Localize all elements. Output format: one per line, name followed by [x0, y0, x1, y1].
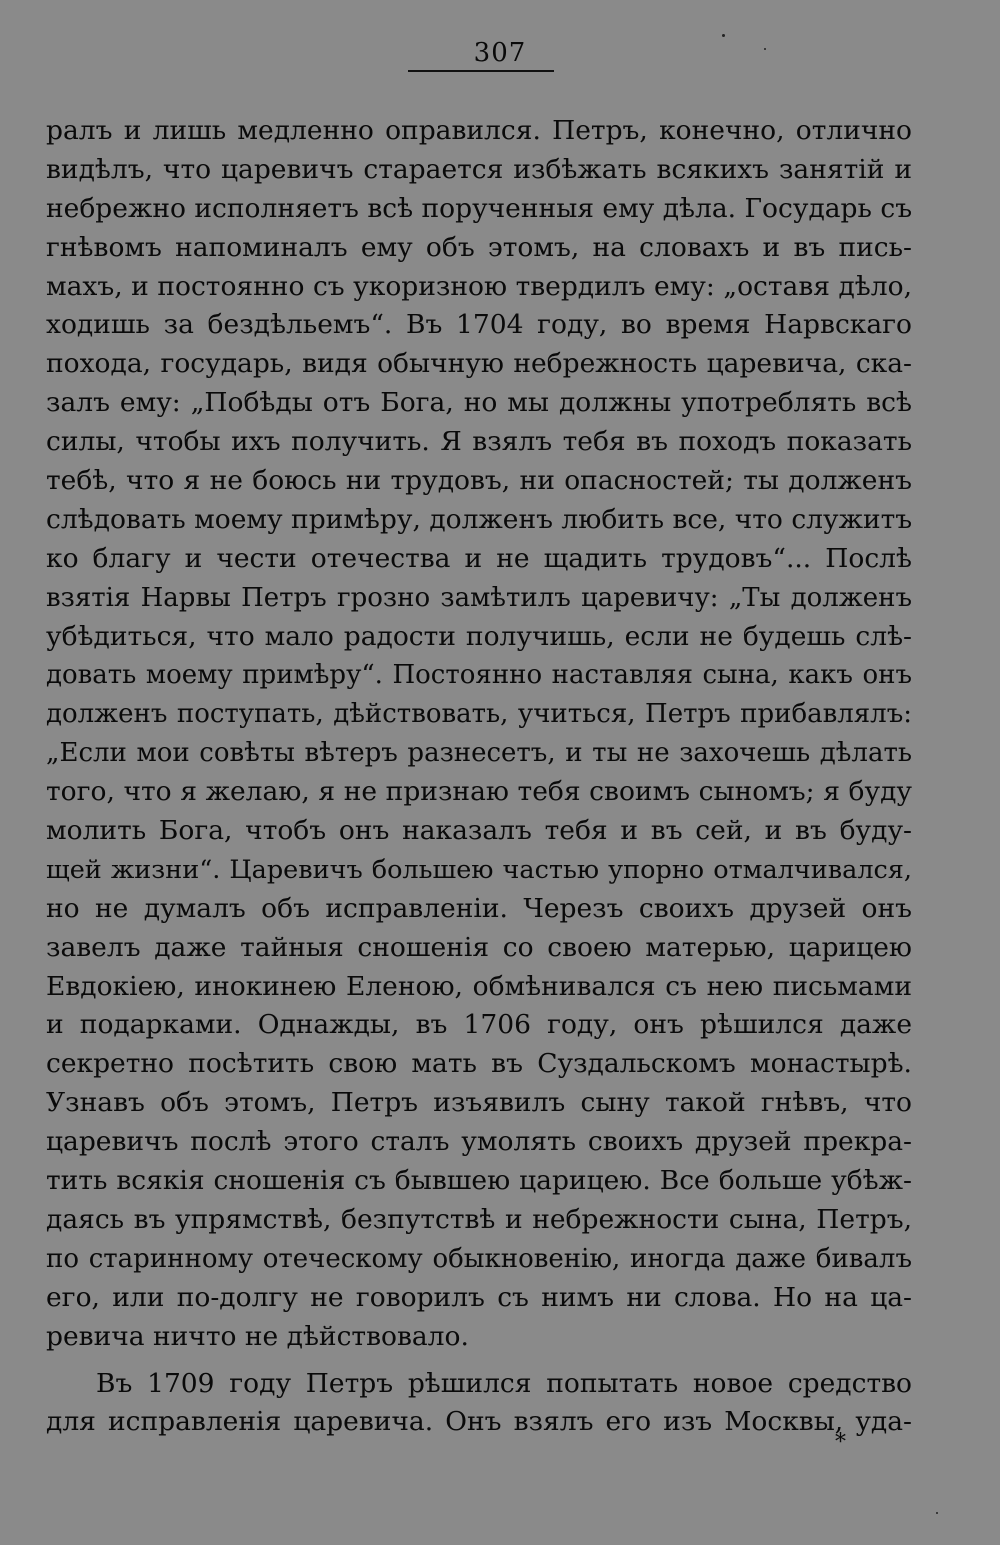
- text-line: убѣдиться, что мало радости получишь, если не будешь слѣ-: [46, 620, 912, 652]
- text-line: „Если мои совѣты вѣтеръ разнесетъ, и ты не захочешь дѣлать: [46, 738, 912, 769]
- text-line: того, что я желаю, я не признаю тебя своимъ сыномъ; я буду: [46, 776, 912, 808]
- text-line: довать моему примѣру“. Постоянно наставляя сына, какъ онъ: [46, 660, 912, 691]
- text-line: ко благу и чести отечества и не щадить трудовъ“... Послѣ: [46, 542, 912, 574]
- text-line: ралъ и лишь медленно оправился. Петръ, конечно, отлично: [46, 115, 912, 146]
- text-line: долженъ поступать, дѣйствовать, учиться, Петръ прибавлялъ:: [46, 699, 912, 730]
- paragraph-1: [46, 112, 912, 1357]
- scan-speck: [764, 48, 766, 50]
- header-rule: [408, 70, 554, 72]
- text-line: махъ, и постоянно съ укоризною твердилъ ему: „оставя дѣло,: [46, 270, 912, 302]
- scan-speck: [722, 34, 725, 37]
- text-line: его, или по-долгу не говорилъ съ нимъ ни слова. Но на ца-: [46, 1281, 912, 1313]
- body-text: [46, 112, 912, 1442]
- text-line: по старинному отеческому обыкновенію, иногда даже бивалъ: [46, 1243, 912, 1274]
- text-line: секретно посѣтить свою мать въ Суздальскомъ монастырѣ.: [46, 1048, 912, 1080]
- footnote-mark: *: [835, 1430, 846, 1455]
- text-line: залъ ему: „Побѣды отъ Бога, но мы должны употреблять всѣ: [46, 387, 912, 419]
- text-line: слѣдовать моему примѣру, долженъ любить все, что служитъ: [46, 503, 912, 535]
- text-line: видѣлъ, что царевичъ старается избѣжать всякихъ занятій и: [46, 153, 912, 185]
- text-line: тить всякія сношенія съ бывшею царицею. Все больше убѣж-: [46, 1165, 912, 1197]
- text-line: но не думалъ объ исправленіи. Черезъ своихъ друзей онъ: [46, 892, 912, 924]
- text-line: похода, государь, видя обычную небрежность царевича, ска-: [46, 348, 912, 380]
- text-line: и подарками. Однажды, въ 1706 году, онъ рѣшился даже: [46, 1009, 912, 1041]
- scan-speck: [936, 1512, 938, 1514]
- text-line: ходишь за бездѣльемъ“. Въ 1704 году, во время Нарвскаго: [46, 309, 912, 341]
- paragraph-gap: [46, 1357, 912, 1365]
- text-line: щей жизни“. Царевичъ большею частью упорно отмалчивался,: [46, 854, 912, 885]
- text-line: ревича ничто не дѣйствовало.: [46, 1320, 469, 1352]
- text-line: Узнавъ объ этомъ, Петръ изъявилъ сыну такой гнѣвъ, что: [46, 1087, 912, 1119]
- text-line: силы, чтобы ихъ получить. Я взялъ тебя въ походъ показать: [46, 426, 912, 458]
- text-line: даясь въ упрямствѣ, безпутствѣ и небрежности сына, Петръ,: [46, 1203, 912, 1235]
- text-line: Въ 1709 году Петръ рѣшился попытать новое средство: [96, 1367, 912, 1399]
- text-line: гнѣвомъ напоминалъ ему объ этомъ, на словахъ и въ пись-: [46, 231, 912, 263]
- text-line: завелъ даже тайныя сношенія со своею матерью, царицею: [46, 931, 912, 963]
- paragraph-2: [46, 1365, 912, 1443]
- text-line: Евдокіею, инокинею Еленою, обмѣнивался съ нею письмами: [46, 970, 912, 1002]
- text-line: для исправленія царевича. Онъ взялъ его изъ Москвы, уда-: [46, 1406, 912, 1438]
- text-line: тебѣ, что я не боюсь ни трудовъ, ни опасностей; ты долженъ: [46, 465, 912, 497]
- text-line: царевичъ послѣ этого сталъ умолять своихъ друзей прекра-: [46, 1126, 912, 1158]
- text-line: молить Бога, чтобъ онъ наказалъ тебя и въ сей, и въ буду-: [46, 815, 912, 847]
- text-line: взятія Нарвы Петръ грозно замѣтилъ царевичу: „Ты долженъ: [46, 582, 912, 613]
- text-line: небрежно исполняетъ всѣ порученныя ему дѣла. Государь съ: [46, 192, 912, 224]
- page-number: 307: [473, 38, 527, 68]
